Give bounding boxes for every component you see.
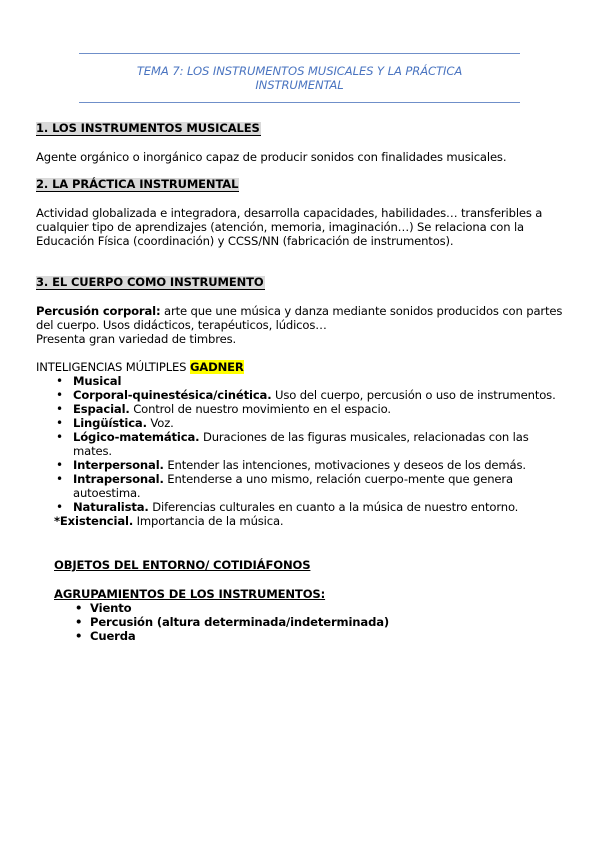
item-term: Intrapersonal.	[73, 472, 164, 486]
item-term: Naturalista.	[73, 500, 149, 514]
list-item: • Viento	[54, 601, 554, 615]
title-line-1: TEMA 7: LOS INSTRUMENTOS MUSICALES Y LA PRÁCTICA	[136, 64, 463, 78]
percussion-definition: arte que une música y danza mediante sonidos producidos con partes del cuerpo. Usos didácticos, terapéuticos, lúdicos…	[36, 304, 563, 332]
section-2-text: Actividad globalizada e integradora, desarrolla capacidades, habilidades… transferibles a cualquier tipo de aprendizajes (atención, memoria, imaginación…) Se relaciona con la Educación Física (coordinación) y CCSS/NN (fabricación de instrumentos).	[36, 206, 543, 248]
list-item	[36, 374, 564, 388]
document-title	[79, 64, 520, 92]
section-2-heading: 2. LA PRÁCTICA INSTRUMENTAL	[36, 177, 239, 191]
list-item: • Cuerda	[54, 629, 554, 643]
list-item	[36, 416, 564, 430]
item-desc: Control de nuestro movimiento en el espacio.	[129, 402, 391, 416]
intelligences-block	[36, 360, 564, 528]
item-desc: Duraciones de las figuras musicales, relacionadas con las mates.	[73, 430, 529, 458]
item-term: Musical	[73, 374, 122, 388]
header-bottom-rule	[79, 102, 520, 103]
item-term: Lingüística.	[73, 416, 147, 430]
intelligences-heading-text: INTELIGENCIAS MÚLTIPLES	[36, 360, 190, 374]
section-3-text	[36, 304, 564, 346]
item-term: Corporal-quinestésica/cinética.	[73, 388, 272, 402]
item-desc: Entenderse a uno mismo, relación cuerpo-mente que genera autoestima.	[73, 472, 513, 500]
existential-line	[36, 514, 564, 528]
header-top-rule	[79, 53, 520, 54]
item-term: Espacial.	[73, 402, 130, 416]
list-item	[36, 430, 564, 458]
list-item	[36, 472, 564, 500]
section-3-heading: 3. EL CUERPO COMO INSTRUMENTO	[36, 275, 264, 289]
objects-heading-text: OBJETOS DEL ENTORNO/ COTIDIÁFONOS	[54, 558, 311, 572]
intelligences-list	[36, 374, 564, 514]
percussion-term: Percusión corporal:	[36, 304, 161, 318]
list-item: • Percusión (altura determinada/indeterminada)	[54, 615, 554, 629]
objects-heading	[54, 558, 554, 572]
gadner-highlight: GADNER	[189, 360, 244, 374]
list-item	[36, 388, 564, 402]
item-desc: Diferencias culturales en cuanto a la música de nuestro entorno.	[148, 500, 519, 514]
item-desc: Uso del cuerpo, percusión o uso de instrumentos.	[271, 388, 556, 402]
existential-term: *Existencial.	[54, 514, 134, 528]
intelligences-heading	[36, 360, 564, 374]
item-term: Lógico-matemática.	[73, 430, 200, 444]
item-term: Interpersonal.	[73, 458, 164, 472]
item-desc: Voz.	[146, 416, 174, 430]
list-item	[36, 402, 564, 416]
list-item	[36, 458, 564, 472]
groupings-list	[54, 601, 554, 643]
item-desc: Entender las intenciones, motivaciones y deseos de los demás.	[163, 458, 526, 472]
list-item	[36, 500, 564, 514]
section-1-text: Agente orgánico o inorgánico capaz de producir sonidos con finalidades musicales.	[36, 150, 507, 164]
percussion-timbres: Presenta gran variedad de timbres.	[36, 332, 237, 346]
section-1-heading: 1. LOS INSTRUMENTOS MUSICALES	[36, 121, 260, 135]
title-line-2: INSTRUMENTAL	[255, 78, 344, 92]
groupings-block	[54, 587, 554, 643]
existential-desc: Importancia de la música.	[133, 514, 284, 528]
groupings-heading: AGRUPAMIENTOS DE LOS INSTRUMENTOS:	[54, 587, 326, 601]
